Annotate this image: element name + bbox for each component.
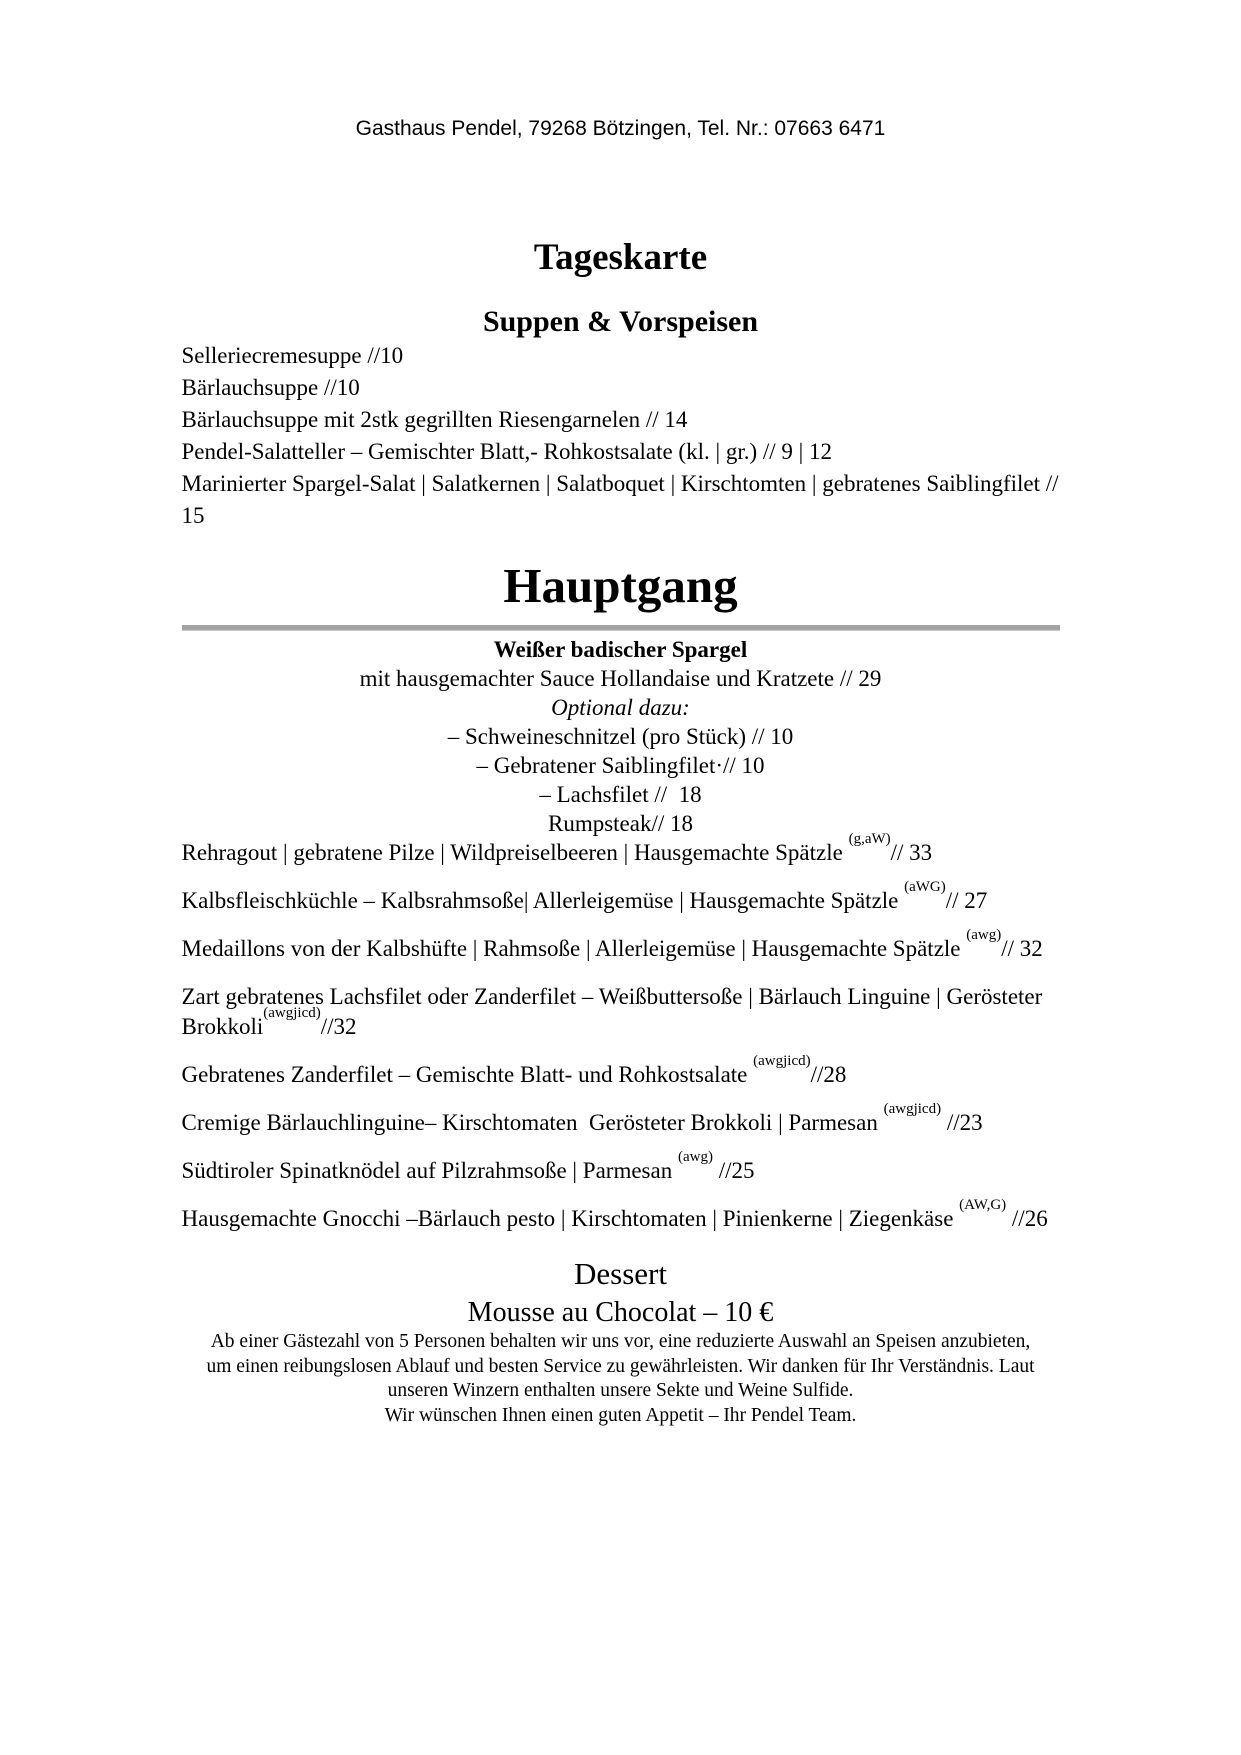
optional-item: Rumpsteak// 18 [547, 811, 694, 836]
optional-item: – Lachsfilet // 18 [539, 782, 702, 807]
section-heading-dessert: Dessert [574, 1256, 667, 1291]
notice-text: Ab einer Gästezahl von 5 Personen behalten wir uns vor, eine reduzierte Auswahl an Speisen anzubieten, um einen reibungslosen Ablauf und besten Service zu gewährleisten. Wir danken für Ihr Verständnis. Laut unseren Winzern enthalten unsere Sekte und Weine Sulfide. [206, 1331, 1035, 1401]
menu-item: Rehragout | gebratene Pilze | Wildpreiselbeeren | Hausgemachte Spätzle $^{(g,aW)}$// 33 [181, 831, 933, 865]
page-title: Tageskarte [533, 237, 708, 278]
section-divider [182, 625, 1060, 631]
starter-item: Bärlauchsuppe mit 2stk gegrillten Riesengarnelen // 14 [181, 407, 688, 432]
menu-item: Gebratenes Zanderfilet – Gemischte Blatt- und Rohkostsalate $^{(awgjicd)}$//28 [181, 1053, 847, 1087]
starters-list [181, 340, 1065, 532]
starter-item: Bärlauchsuppe //10 [181, 375, 360, 400]
starter-item: Pendel-Salatteller – Gemischter Blatt,- Rohkostsalate (kl. | gr.) // 9 | 12 [181, 439, 833, 464]
special-dish-title: Weißer badischer Spargel [493, 637, 748, 662]
allergen-superscript: (awg) [966, 927, 1002, 944]
allergen-superscript: (g,aW) [848, 831, 891, 848]
closing-text: Wir wünschen Ihnen einen guten Appetit – Ihr Pendel Team. [384, 1404, 857, 1426]
special-dish-block [182, 635, 1060, 838]
item-price: //32 [320, 1014, 357, 1039]
allergen-superscript: (aWG) [904, 879, 946, 896]
menu-item: Zart gebratenes Lachsfilet oder Zanderfilet – Weißbuttersoße | Bärlauch Linguine | Gerösteter Brokkoli$^{(awgjicd)}$//32 [181, 984, 1049, 1039]
starter-item: Selleriecremesuppe //10 [181, 343, 404, 368]
menu-item: Kalbsfleischküchle – Kalbsrahmsoße| Allerleigemüse | Hausgemachte Spätzle $^{(aWG)}$// 27 [181, 879, 988, 913]
section-heading-starters: Suppen & Vorspeisen [482, 305, 759, 338]
menu-item: Südtiroler Spinatknödel auf Pilzrahmsoße | Parmesan $^{(awg)}$ //25 [181, 1149, 755, 1183]
item-price: //23 [941, 1110, 983, 1135]
menu-item: Medaillons von der Kalbshüfte | Rahmsoße | Allerleigemüse | Hausgemachte Spätzle $^{(awg)}$// 32 [181, 927, 1043, 961]
item-price: //28 [810, 1062, 847, 1087]
item-price: // 32 [1001, 936, 1043, 961]
starter-item: Marinierter Spargel-Salat | Salatkernen | Salatboquet | Kirschtomten | gebratenes Saiblingfilet // 15 [181, 471, 1065, 528]
allergen-superscript: (AW,G) [959, 1197, 1007, 1214]
section-heading-main: Hauptgang [503, 558, 738, 613]
optional-item: – Schweineschnitzel (pro Stück) // 10 [447, 724, 794, 749]
optional-item: – Gebratener Saiblingfilet·// 10 [476, 753, 765, 778]
dessert-item: Mousse au Chocolat – 10 € [467, 1297, 774, 1328]
menu-item: Cremige Bärlauchlinguine– Kirschtomaten Gerösteter Brokkoli | Parmesan $^{(awgjicd)}$ //23 [181, 1101, 983, 1135]
allergen-superscript: (awgjicd) [883, 1101, 942, 1118]
allergen-superscript: (awg) [677, 1149, 713, 1166]
special-dish-subtitle: mit hausgemachter Sauce Hollandaise und Kratzete // 29 [359, 666, 882, 691]
main-course-list [181, 831, 1060, 1234]
allergen-superscript: (awgjicd) [753, 1053, 811, 1070]
item-price: // 27 [945, 888, 988, 913]
allergen-superscript: (awgjicd) [263, 1005, 321, 1022]
menu-content [181, 116, 1065, 1428]
item-price: //25 [712, 1158, 755, 1183]
optional-label: Optional dazu: [551, 695, 690, 720]
item-price: // 33 [890, 840, 933, 865]
menu-item: Hausgemachte Gnocchi –Bärlauch pesto | Kirschtomaten | Pinienkerne | Ziegenkäse $^{(AW,G)}$ //26 [181, 1197, 1048, 1231]
restaurant-address: Gasthaus Pendel, 79268 Bötzingen, Tel. Nr.: 07663 6471 [355, 117, 886, 140]
item-price: //26 [1006, 1206, 1048, 1231]
